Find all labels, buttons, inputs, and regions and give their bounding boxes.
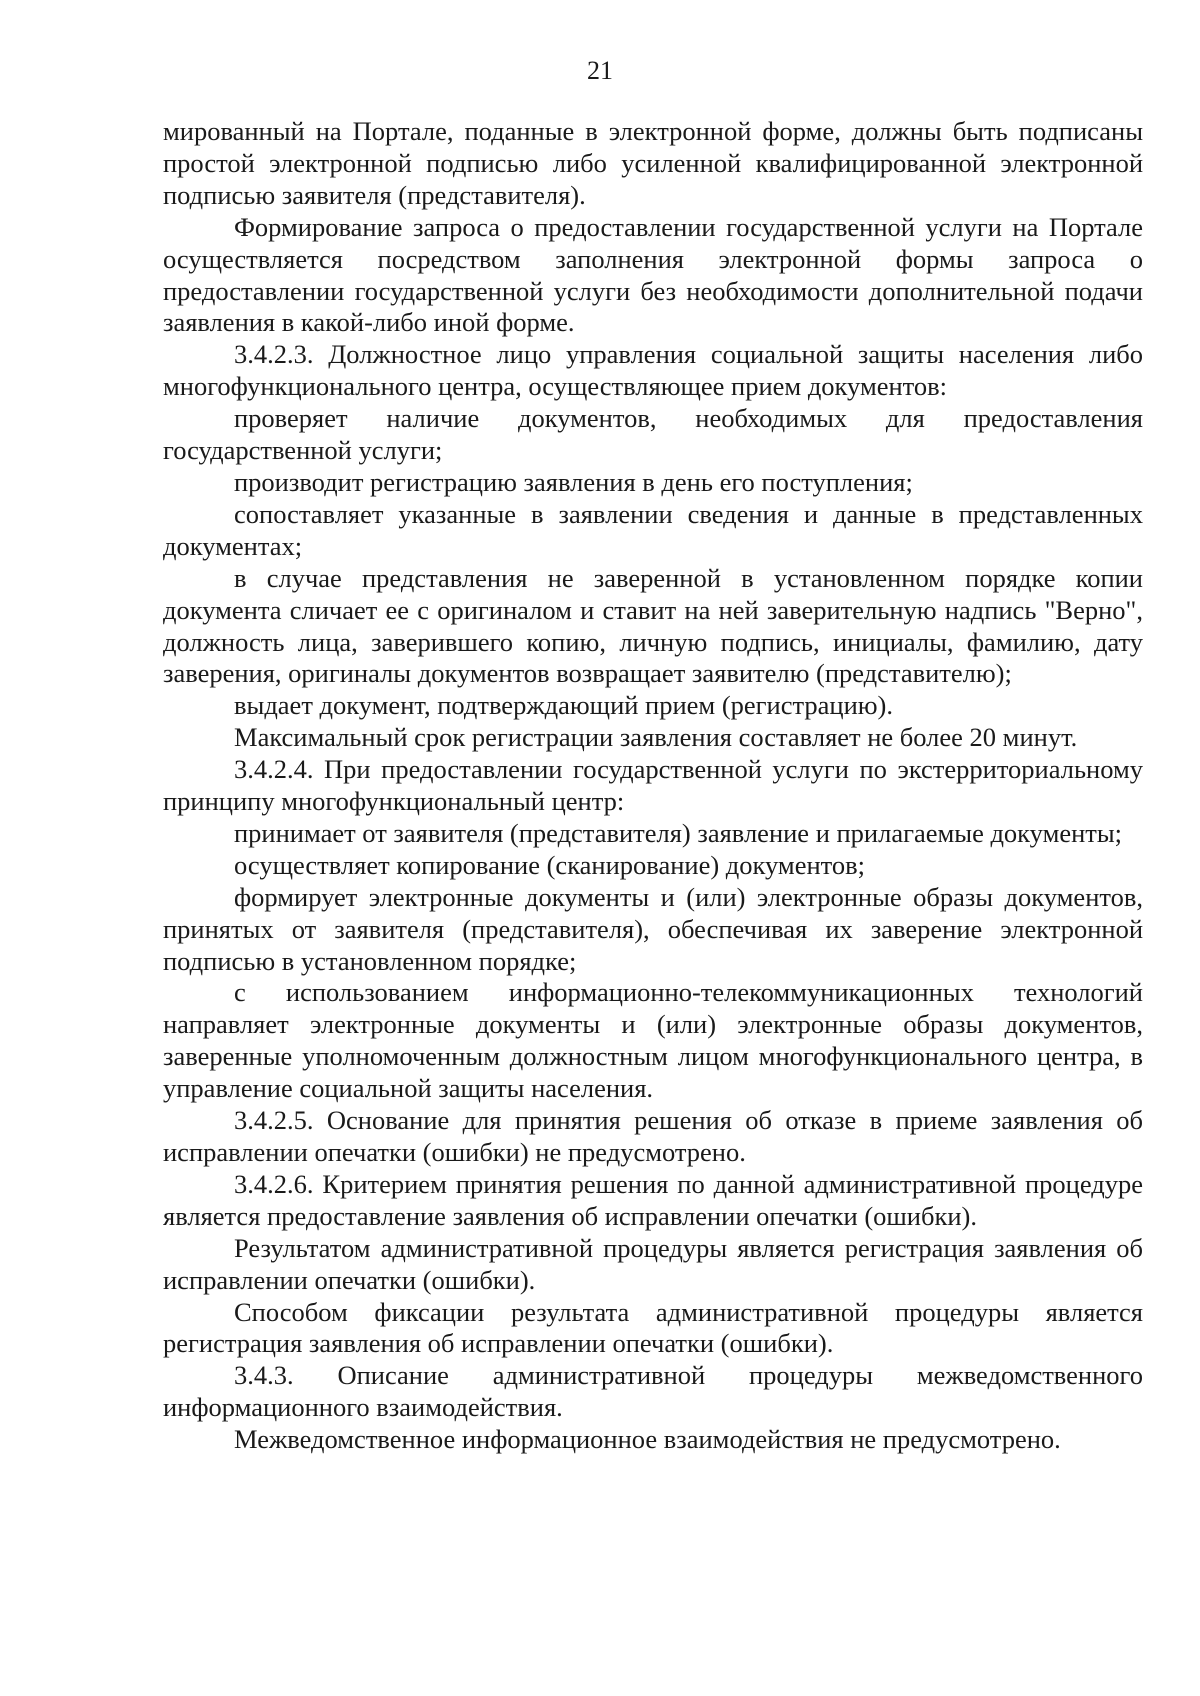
paragraph-11: принимает от заявителя (представителя) заявление и прилагаемые документы; — [234, 817, 1123, 848]
paragraph-15: 3.4.2.5. Основание для принятия решения об отказе в приеме заявления об исправлении опечатки (ошибки) не предусмотрено. — [163, 1105, 1143, 1167]
paragraph-5: производит регистрацию заявления в день его поступления; — [234, 466, 913, 497]
page-number: 21 — [587, 56, 613, 85]
paragraph-6: сопоставляет указанные в заявлении сведения и данные в представленных документах; — [163, 498, 1143, 561]
paragraph-7: в случае представления не заверенной в установленном порядке копии документа сличает ее с оригиналом и ставит на ней заверительную надпись "Верно", должность лица, заверившего копию, личную подпись, инициалы, фамилию, дату заверения, оригиналы документов возвращает заявителю (представителю); — [163, 562, 1143, 689]
paragraph-18: Способом фиксации результата административной процедуры является регистрация заявления об исправлении опечатки (ошибки). — [163, 1296, 1143, 1359]
paragraph-9: Максимальный срок регистрации заявления составляет не более 20 минут. — [234, 722, 1078, 753]
paragraph-3: 3.4.2.3. Должностное лицо управления социальной защиты населения либо многофункционального центра, осуществляющее прием документов: — [163, 339, 1143, 402]
paragraph-10: 3.4.2.4. При предоставлении государственной услуги по экстерриториальному принципу многофункциональный центр: — [163, 754, 1143, 817]
paragraph-14: с использованием информационно-телекоммуникационных технологий направляет электронные документы и (или) электронные образы документов, заверенные уполномоченным должностным лицом многофункционального центра, в управление социальной защиты населения. — [163, 977, 1143, 1104]
paragraph-16: 3.4.2.6. Критерием принятия решения по данной административной процедуре является предоставление заявления об исправлении опечатки (ошибки). — [163, 1168, 1143, 1231]
paragraph-19: 3.4.3. Описание административной процедуры межведомственного информационного взаимодействия. — [163, 1360, 1143, 1423]
paragraph-1: мированный на Портале, поданные в электронной форме, должны быть подписаны простой электронной подписью либо усиленной квалифицированной электронной подписью заявителя (представителя). — [163, 116, 1143, 210]
paragraph-13: формирует электронные документы и (или) электронные образы документов, принятых от заявителя (представителя), обеспечивая их заверение электронной подписью в установленном порядке; — [163, 881, 1143, 976]
paragraph-8: выдает документ, подтверждающий прием (регистрацию). — [234, 690, 894, 721]
paragraph-2: Формирование запроса о предоставлении государственной услуги на Портале осуществляется посредством заполнения электронной формы запроса о предоставлении государственной услуги без необходимости дополнительной подачи заявления в какой-либо иной форме. — [163, 211, 1143, 338]
document-body — [163, 116, 1143, 1456]
paragraph-20: Межведомственное информационное взаимодействия не предусмотрено. — [234, 1424, 1061, 1455]
paragraph-4: проверяет наличие документов, необходимых для предоставления государственной услуги; — [163, 403, 1143, 466]
paragraph-17: Результатом административной процедуры является регистрация заявления об исправлении опечатки (ошибки). — [163, 1232, 1143, 1295]
paragraph-12: осуществляет копирование (сканирование) документов; — [234, 849, 865, 880]
